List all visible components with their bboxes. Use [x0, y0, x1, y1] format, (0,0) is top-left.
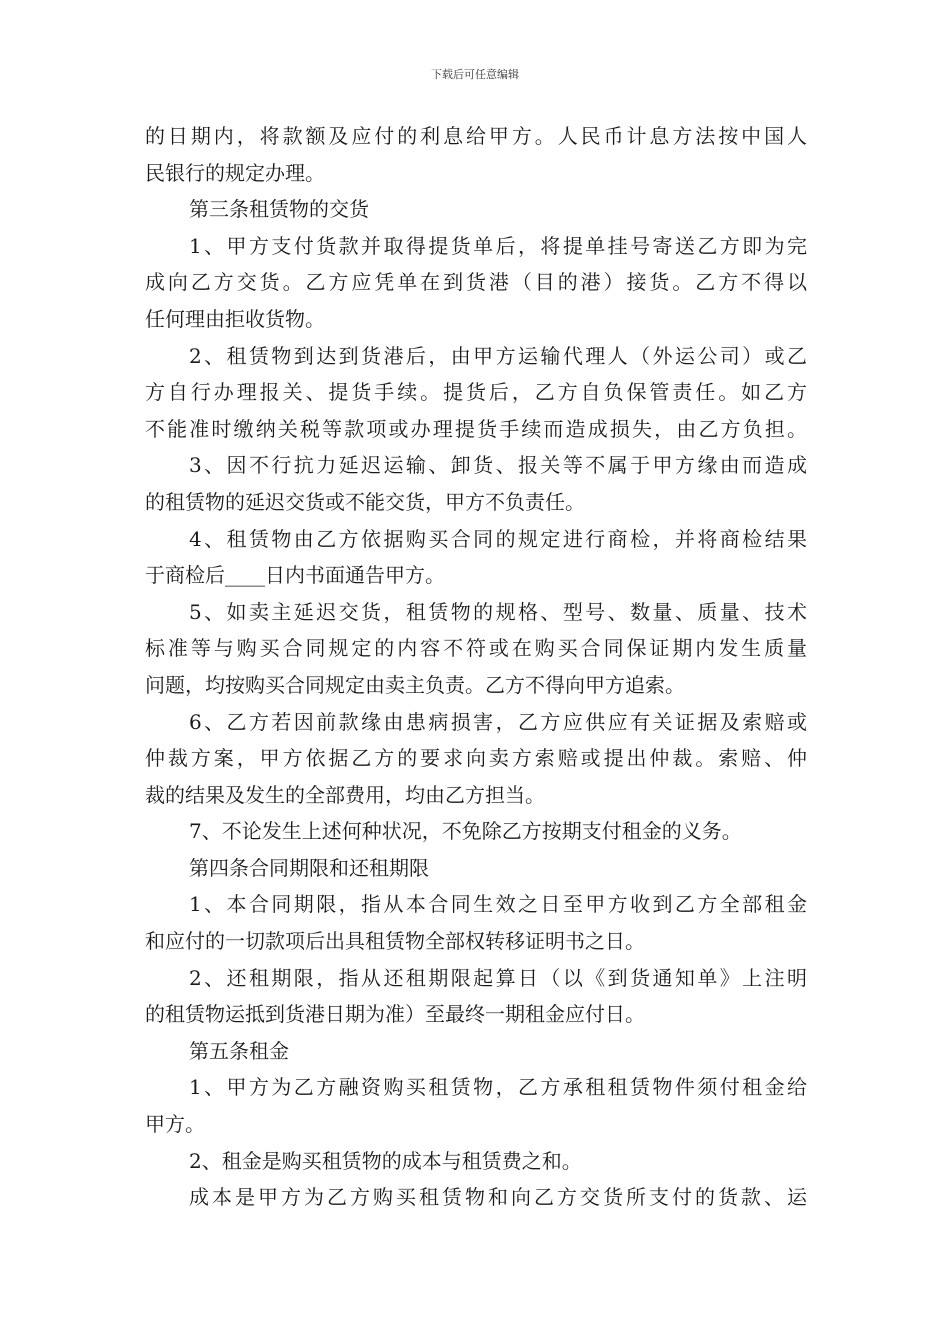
text-line: 2、还租期限，指从还租期限起算日（以《到货通知单》上注明 — [189, 965, 807, 990]
text-line: 3、因不行抗力延迟运输、卸货、报关等不属于甲方缘由而造成 — [189, 453, 807, 478]
text-line: 的日期内，将款额及应付的利息给甲方。人民币计息方法按中国人 — [145, 124, 807, 148]
text-line: 成本是甲方为乙方购买租赁物和向乙方交货所支付的货款、运 — [189, 1185, 807, 1210]
text-line: 5、如卖主延迟交货，租赁物的规格、型号、数量、质量、技术 — [189, 599, 807, 624]
text-line: 标准等与购买合同规定的内容不符或在购买合同保证期内发生质量 — [145, 636, 807, 661]
text-line: 第三条租赁物的交货 — [189, 197, 369, 222]
text-line: 民银行的规定办理。 — [145, 160, 325, 185]
text-line: 第四条合同期限和还租期限 — [189, 855, 429, 880]
text-line: 2、租赁物到达到货港后，由甲方运输代理人（外运公司）或乙 — [189, 343, 807, 368]
text-line: 方自行办理报关、提货手续。提货后，乙方自负保管责任。如乙方 — [145, 380, 807, 405]
text-line: 第五条租金 — [189, 1038, 289, 1063]
text-line: 4、租赁物由乙方依据购买合同的规定进行商检，并将商检结果 — [189, 526, 807, 551]
document-body — [145, 118, 807, 1216]
text-line: 2、租金是购买租赁物的成本与租赁费之和。 — [189, 1148, 582, 1173]
text-line: 任何理由拒收货物。 — [145, 306, 325, 331]
text-line: 裁的结果及发生的全部费用，均由乙方担当。 — [145, 782, 545, 807]
text-line: 和应付的一切款项后出具租赁物全部权转移证明书之日。 — [145, 929, 645, 954]
text-line: 仲裁方案，甲方依据乙方的要求向卖方索赔或提出仲裁。索赔、仲 — [145, 746, 807, 771]
text-line: 1、甲方支付货款并取得提货单后，将提单挂号寄送乙方即为完 — [189, 233, 807, 258]
text-line: 于商检后____日内书面通告甲方。 — [145, 563, 445, 588]
text-line: 问题，均按购买合同规定由卖主负责。乙方不得向甲方追索。 — [145, 672, 685, 697]
page-header: 下载后可任意编辑 — [431, 68, 519, 81]
text-line: 甲方。 — [145, 1112, 205, 1137]
text-line: 不能准时缴纳关税等款项或办理提货手续而造成损失，由乙方负担。 — [145, 416, 807, 441]
text-line: 的租赁物运抵到货港日期为准）至最终一期租金应付日。 — [145, 1002, 645, 1027]
text-line: 7、不论发生上述何种状况，不免除乙方按期支付租金的义务。 — [189, 819, 742, 844]
text-line: 成向乙方交货。乙方应凭单在到货港（目的港）接货。乙方不得以 — [145, 270, 807, 295]
text-line: 1、本合同期限，指从本合同生效之日至甲方收到乙方全部租金 — [189, 892, 807, 917]
text-line: 的租赁物的延迟交货或不能交货，甲方不负责任。 — [145, 489, 585, 514]
text-line: 1、甲方为乙方融资购买租赁物，乙方承租租赁物件须付租金给 — [189, 1075, 807, 1100]
text-line: 6、乙方若因前款缘由患病损害，乙方应供应有关证据及索赔或 — [189, 709, 807, 734]
